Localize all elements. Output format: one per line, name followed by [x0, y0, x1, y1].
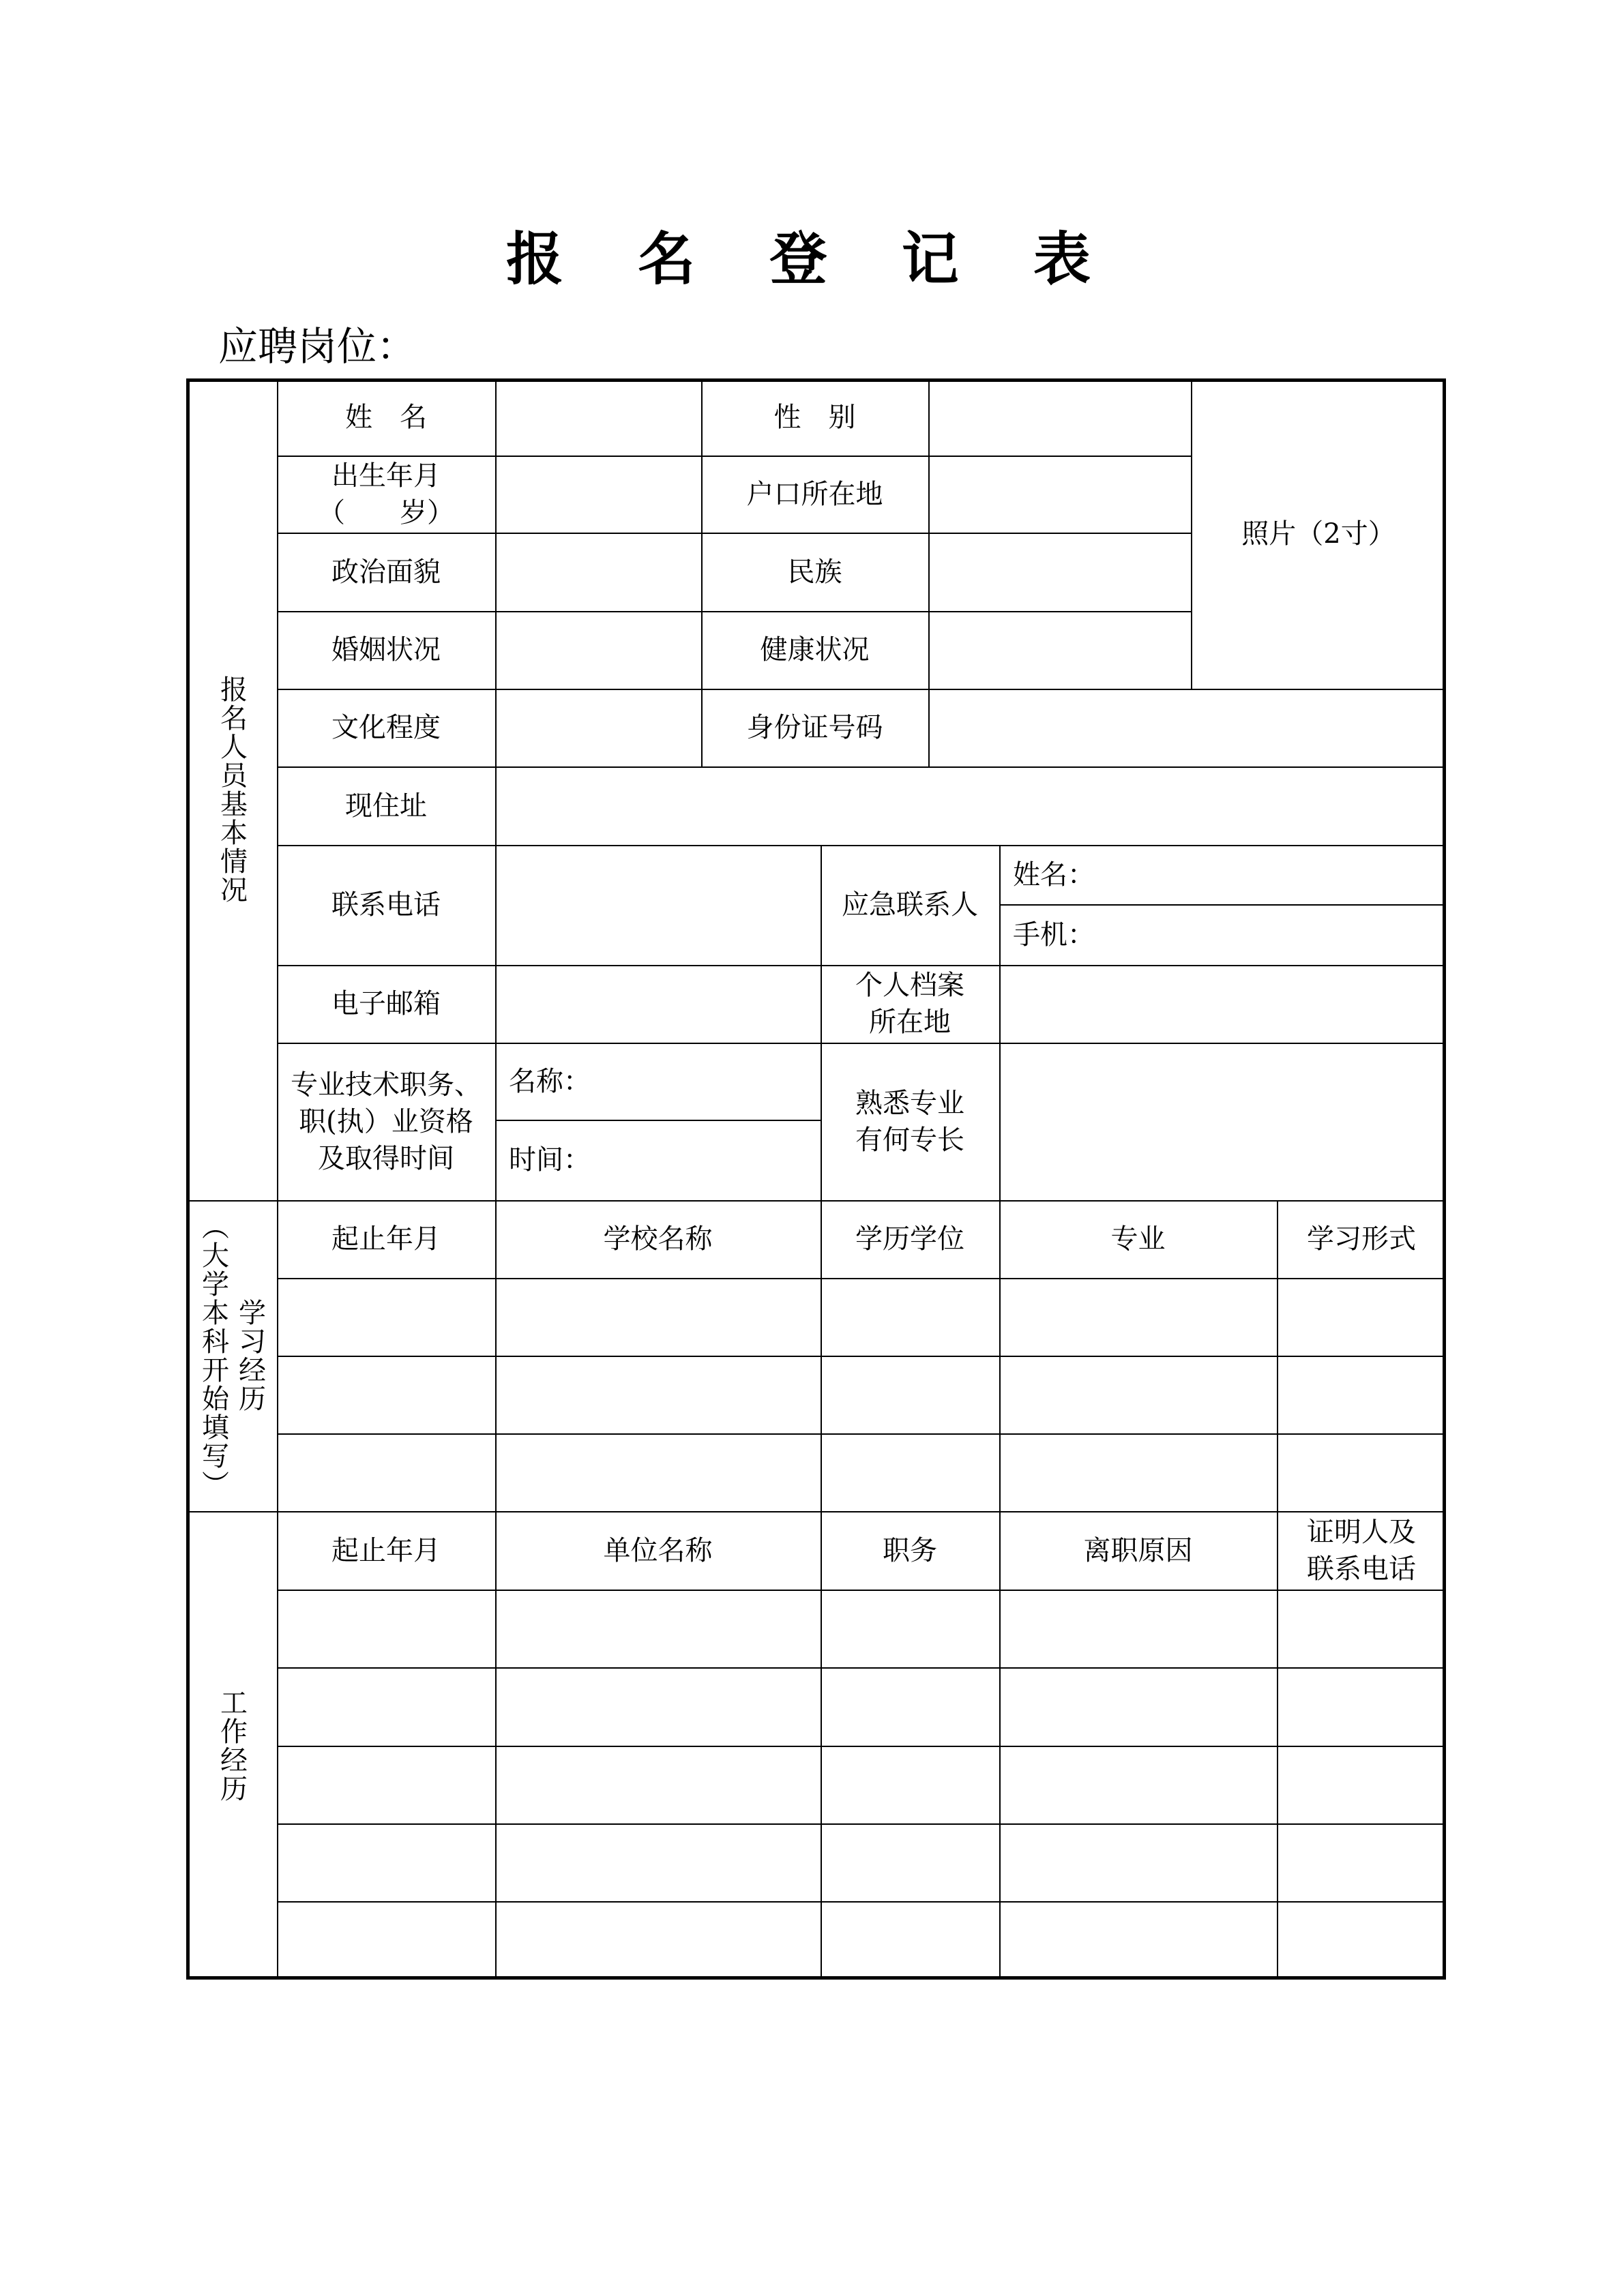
label-skills: 熟悉专业 有何专长 [855, 1087, 964, 1156]
emergency-name-field[interactable]: 姓名： [1013, 859, 1095, 891]
grid-line [1191, 378, 1192, 689]
grid-line [277, 965, 1446, 966]
grid-line [277, 533, 1191, 534]
grid-line [821, 845, 822, 1200]
value-hukou[interactable] [928, 456, 1191, 533]
label-address: 现住址 [345, 790, 427, 822]
work-row[interactable] [277, 1746, 1446, 1823]
grid-line [277, 1901, 1446, 1903]
label-education: 文化程度 [331, 712, 441, 743]
grid-line [277, 1278, 1446, 1279]
work-header-reference: 证明人及 联系电话 [1307, 1516, 1416, 1585]
grid-line [495, 378, 497, 1200]
value-ethnicity[interactable] [928, 533, 1191, 611]
section-study-history: （大学本科开始填写） 学习经历 [197, 1212, 266, 1499]
study-row[interactable] [277, 1356, 1446, 1433]
value-birth[interactable] [495, 456, 701, 533]
value-id-number[interactable] [928, 689, 1446, 766]
photo-box[interactable]: 照片（2寸） [1241, 518, 1396, 550]
value-politics[interactable] [495, 533, 701, 611]
label-hukou: 户口所在地 [746, 478, 883, 510]
label-ethnicity: 民族 [787, 556, 842, 588]
grid-line [928, 378, 930, 766]
label-birth: 出生年月 （ 岁） [318, 460, 454, 528]
label-marriage: 婚姻状况 [331, 634, 441, 666]
grid-line [277, 456, 1191, 457]
label-politics: 政治面貌 [331, 556, 441, 588]
label-gender: 性 别 [773, 401, 856, 433]
work-row[interactable] [277, 1823, 1446, 1901]
grid-line [277, 766, 1446, 768]
grid-line [277, 1590, 1446, 1591]
label-name: 姓 名 [345, 401, 427, 433]
value-email[interactable] [495, 965, 821, 1043]
label-qualification: 专业技术职务、 职(执）业资格 及取得时间 [291, 1069, 482, 1174]
value-name[interactable] [495, 378, 701, 456]
study-header-mode: 学习形式 [1307, 1223, 1416, 1255]
label-phone: 联系电话 [331, 889, 441, 921]
study-row[interactable] [277, 1433, 1446, 1511]
work-row[interactable] [277, 1667, 1446, 1746]
label-id-number: 身份证号码 [746, 712, 883, 743]
grid-line [186, 1511, 1446, 1512]
work-row[interactable] [277, 1901, 1446, 1980]
grid-line [186, 1200, 1446, 1202]
value-address[interactable] [495, 766, 1446, 845]
study-header-degree: 学历学位 [855, 1223, 964, 1255]
grid-line [999, 845, 1001, 1200]
work-row[interactable] [277, 1590, 1446, 1667]
study-row[interactable] [277, 1278, 1446, 1356]
grid-line [277, 1823, 1446, 1825]
qualification-time-field[interactable]: 时间： [509, 1144, 591, 1176]
study-header-period: 起止年月 [331, 1223, 441, 1255]
grid-line [277, 1356, 1446, 1357]
grid-line [277, 1433, 1446, 1435]
value-archive-location[interactable] [999, 965, 1446, 1043]
form-title: 报 名 登 记 表 [506, 226, 1118, 293]
value-marriage[interactable] [495, 611, 701, 689]
value-skills[interactable] [999, 1043, 1446, 1200]
grid-line [277, 689, 1446, 690]
grid-line [277, 845, 1446, 846]
label-emergency-contact: 应急联系人 [842, 889, 978, 921]
work-header-leave-reason: 离职原因 [1083, 1534, 1193, 1566]
emergency-mobile-field[interactable]: 手机： [1013, 919, 1095, 951]
work-header-employer: 单位名称 [603, 1534, 713, 1566]
value-health[interactable] [928, 611, 1191, 689]
value-phone[interactable] [495, 845, 821, 965]
section-basic-info: 报名人员基本情况 [216, 674, 248, 904]
grid-line [277, 611, 1191, 612]
registration-form [186, 378, 1446, 1980]
value-education[interactable] [495, 689, 701, 766]
label-archive-location: 个人档案 所在地 [855, 970, 964, 1038]
study-header-school: 学校名称 [603, 1223, 713, 1255]
post-label: 应聘岗位： [218, 323, 417, 370]
study-header-major: 专业 [1110, 1223, 1166, 1255]
value-gender[interactable] [928, 378, 1191, 456]
grid-line [999, 904, 1446, 906]
work-header-period: 起止年月 [331, 1534, 441, 1566]
grid-line [277, 1746, 1446, 1747]
grid-line [495, 1120, 821, 1121]
grid-line [701, 378, 703, 766]
qualification-name-field[interactable]: 名称： [509, 1065, 591, 1097]
label-health: 健康状况 [760, 634, 870, 666]
work-header-position: 职务 [883, 1534, 937, 1566]
section-work-history: 工作经历 [216, 1688, 248, 1803]
label-email: 电子邮箱 [331, 988, 441, 1019]
grid-line [277, 378, 278, 1980]
grid-line [277, 1043, 1446, 1044]
grid-line [277, 1667, 1446, 1669]
